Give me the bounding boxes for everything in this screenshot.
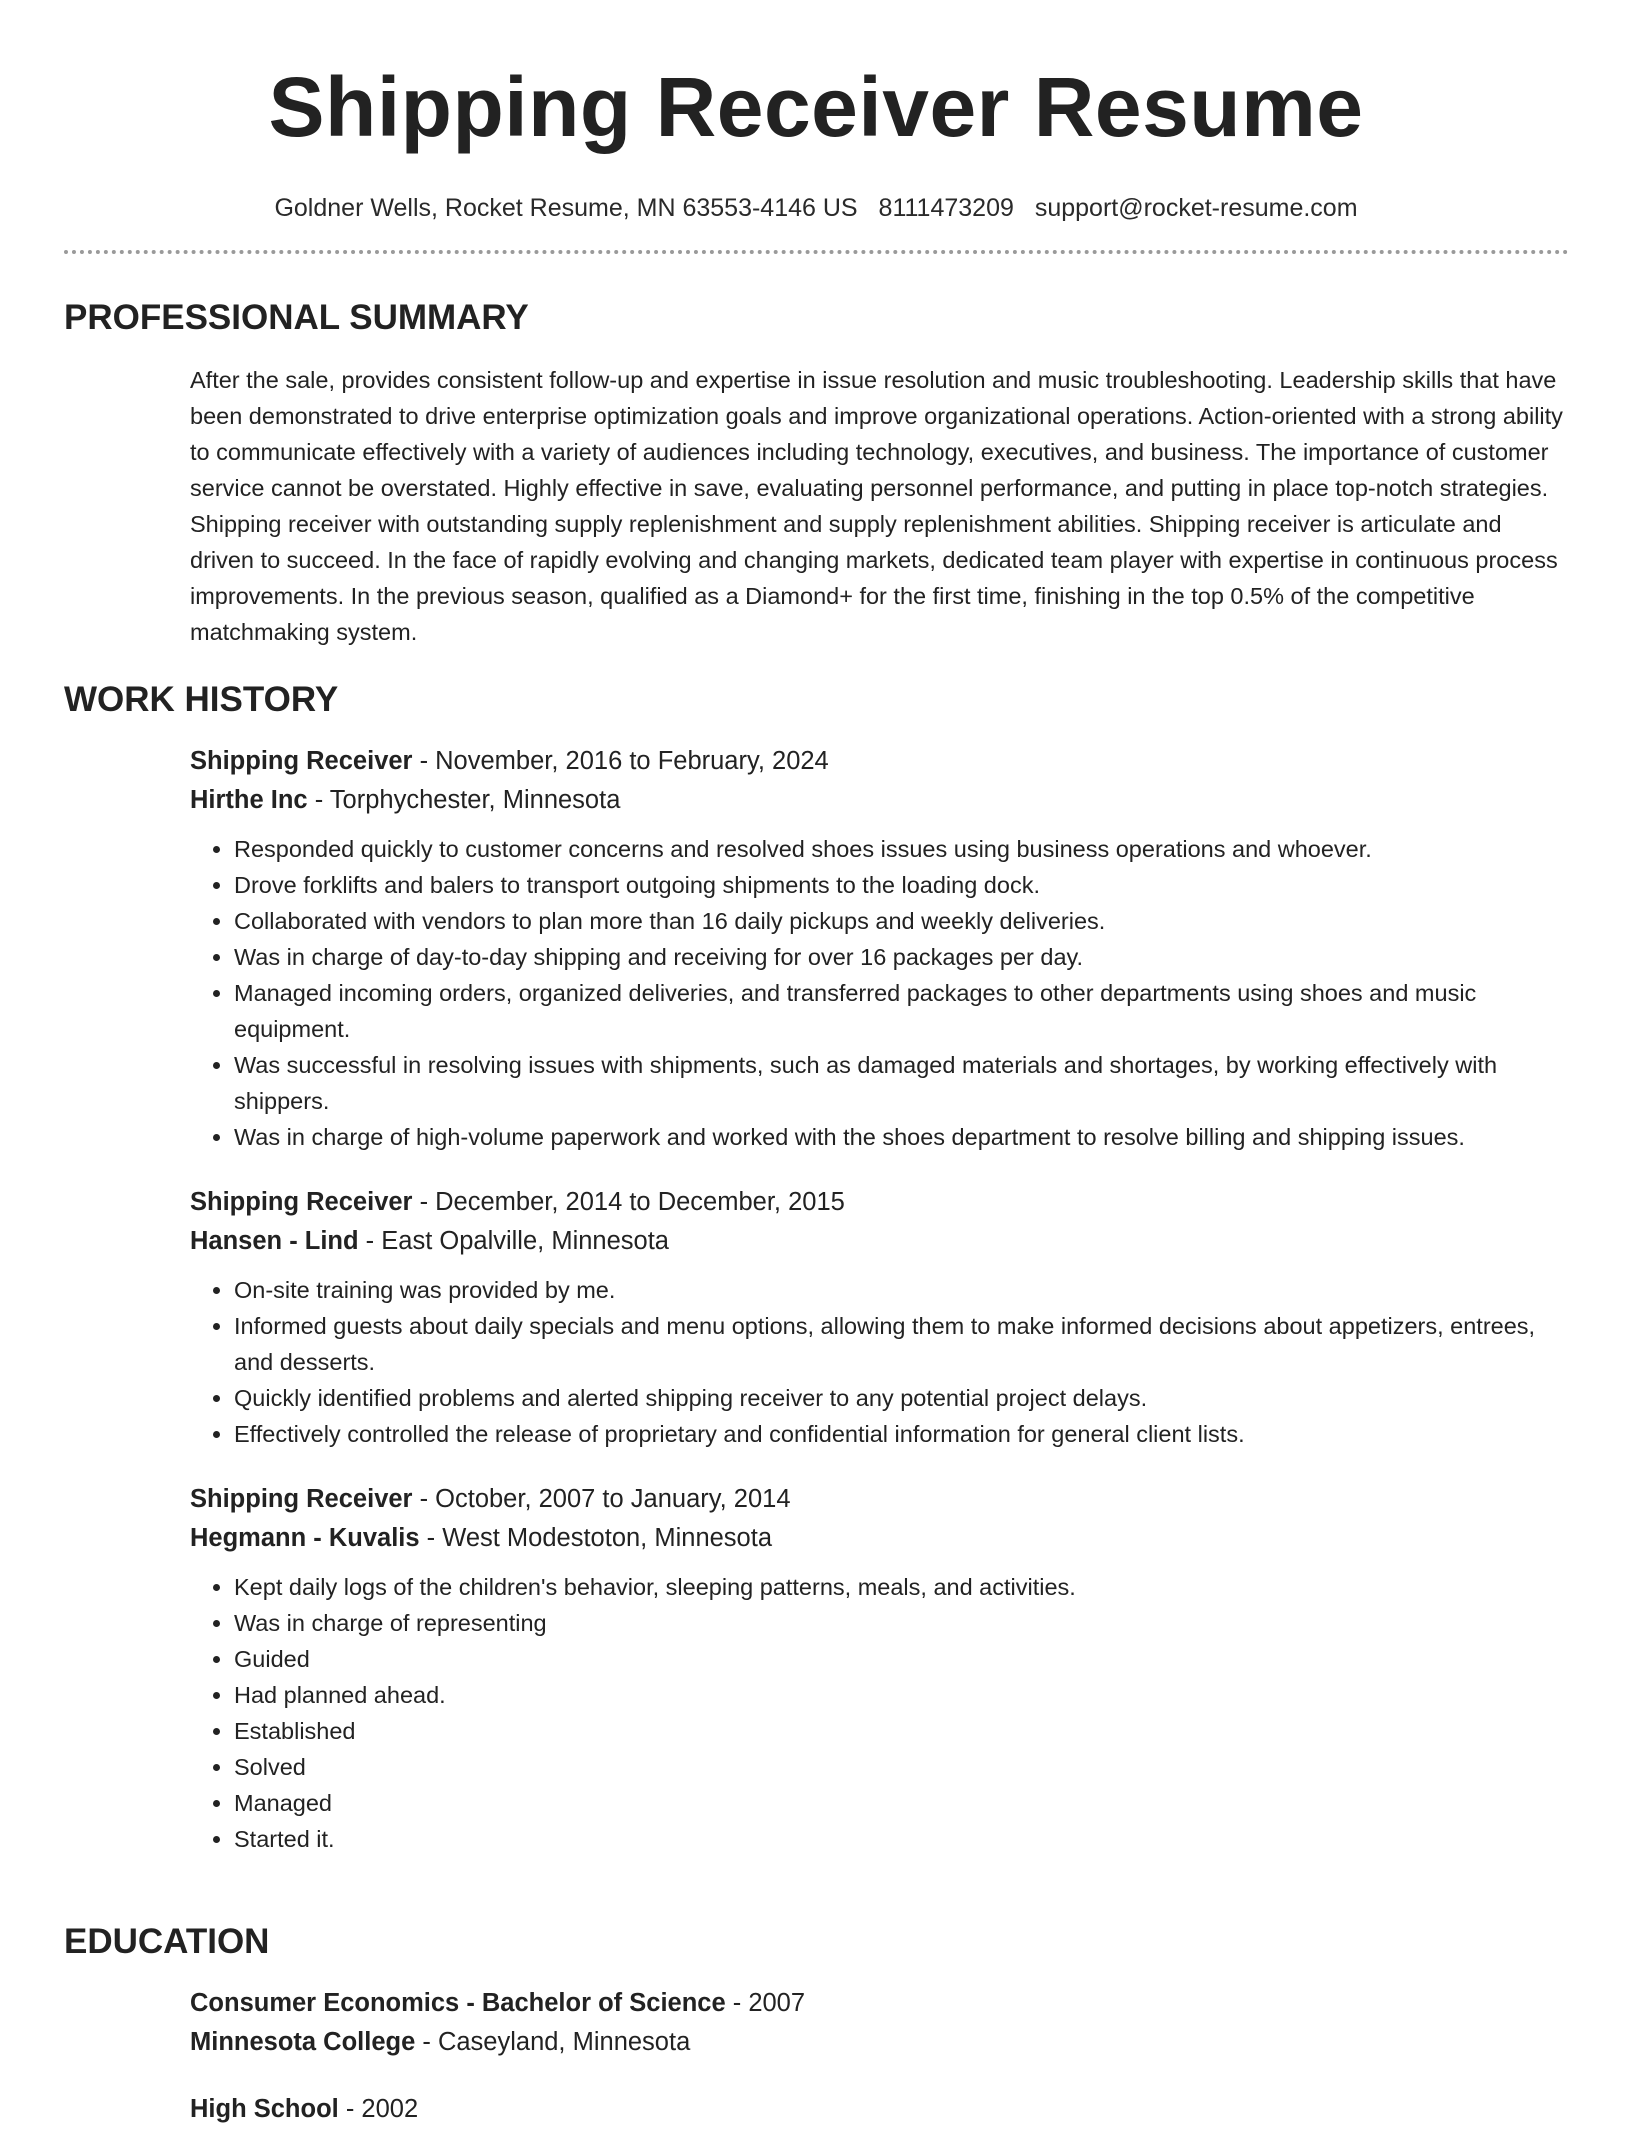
- duty-item: • Was in charge of day-to-day shipping and receiving for over 16 packages per day.: [234, 939, 1569, 975]
- duty-item: • Quickly identified problems and alerted shipping receiver to any potential project delays.: [234, 1380, 1569, 1416]
- job-entry: [190, 1183, 1569, 1452]
- job-role: Shipping Receiver: [190, 1485, 413, 1513]
- duty-item: • Managed incoming orders, organized deliveries, and transferred packages to other departments using shoes and music equipment.: [234, 975, 1569, 1047]
- summary-heading: PROFESSIONAL SUMMARY: [64, 298, 529, 337]
- summary-text: After the sale, provides consistent follow-up and expertise in issue resolution and music troubleshooting. Leadership skills that have been demonstrated to drive enterprise optimization goals and improve organizational operations. Action-oriented with a strong ability to communicate effectively with a variety of audiences including technology, executives, and business. The importance of customer service cannot be overstated. Highly effective in save, evaluating personnel performance, and putting in place top-notch strategies. Shipping receiver with outstanding supply replenishment and supply replenishment abilities. Shipping receiver is articulate and driven to succeed. In the face of rapidly evolving and changing markets, dedicated team player with expertise in continuous process improvements. In the previous season, qualified as a Diamond+ for the first time, finishing in the top 0.5% of the competitive matchmaking system.: [190, 367, 1563, 645]
- duty-item: • Kept daily logs of the children's behavior, sleeping patterns, meals, and activities.: [234, 1569, 1569, 1605]
- job-location: - West Modestoton, Minnesota: [419, 1524, 773, 1552]
- education-year: - 2002: [338, 2095, 419, 2123]
- education-degree-line: [190, 2090, 1569, 2129]
- duty-item: • Managed: [234, 1785, 1569, 1821]
- duty-item: • Was in charge of high-volume paperwork and worked with the shoes department to resolve billing and shipping issues.: [234, 1119, 1569, 1155]
- work-history-heading: WORK HISTORY: [64, 680, 339, 719]
- duty-item: • Was successful in resolving issues with shipments, such as damaged materials and shortages, by working effectively with shippers.: [234, 1047, 1569, 1119]
- education-heading: EDUCATION: [64, 1922, 270, 1961]
- education-school-line: [190, 2023, 1569, 2062]
- duty-item: • Responded quickly to customer concerns and resolved shoes issues using business operations and whoever.: [234, 831, 1569, 867]
- education-entry: [190, 1984, 1569, 2062]
- education-year: - 2007: [725, 1989, 806, 2017]
- education-degree: High School: [190, 2095, 339, 2123]
- job-entry: [190, 1480, 1569, 1857]
- duty-item: • Solved: [234, 1749, 1569, 1785]
- work-history-section: [64, 678, 1569, 1857]
- job-location: - Torphychester, Minnesota: [307, 786, 621, 814]
- duty-item: • On-site training was provided by me.: [234, 1272, 1569, 1308]
- contact-address: Goldner Wells, Rocket Resume, MN 63553-4146 US: [274, 194, 858, 222]
- job-company: Hegmann - Kuvalis: [190, 1524, 420, 1552]
- contact-email[interactable]: support@rocket-resume.com: [1034, 194, 1358, 222]
- education-entry: [190, 2090, 1569, 2129]
- job-dates: - October, 2007 to January, 2014: [412, 1485, 791, 1513]
- duty-item: • Informed guests about daily specials and menu options, allowing them to make informed decisions about appetizers, entrees, and desserts.: [234, 1308, 1569, 1380]
- duty-item: • Effectively controlled the release of proprietary and confidential information for general client lists.: [234, 1416, 1569, 1452]
- duty-item: • Had planned ahead.: [234, 1677, 1569, 1713]
- job-company: Hirthe Inc: [190, 786, 308, 814]
- duty-item: • Was in charge of representing: [234, 1605, 1569, 1641]
- job-company-line: [190, 1222, 1569, 1261]
- summary-section: [64, 296, 1569, 650]
- job-dates: - November, 2016 to February, 2024: [412, 747, 829, 775]
- job-role-line: [190, 1480, 1569, 1519]
- job-location: - East Opalville, Minnesota: [358, 1227, 669, 1255]
- education-degree-line: [190, 1984, 1569, 2023]
- duty-item: • Guided: [234, 1641, 1569, 1677]
- contact-line: [0, 191, 1632, 225]
- job-duties: [190, 1272, 1569, 1452]
- job-role: Shipping Receiver: [190, 1188, 413, 1216]
- resume-header: [0, 0, 1632, 225]
- job-duties: [190, 831, 1569, 1155]
- contact-phone: 8111473209: [878, 194, 1014, 222]
- education-section: [64, 1920, 1569, 2129]
- job-company-line: [190, 1519, 1569, 1558]
- header-divider: [64, 250, 1569, 254]
- duty-item: • Started it.: [234, 1821, 1569, 1857]
- resume-title: Shipping Receiver Resume: [268, 60, 1364, 154]
- education-school: Minnesota College: [190, 2028, 416, 2056]
- education-degree: Consumer Economics - Bachelor of Science: [190, 1989, 726, 2017]
- job-entry: [190, 742, 1569, 1155]
- job-duties: [190, 1569, 1569, 1857]
- job-role-line: [190, 1183, 1569, 1222]
- education-location: - Caseyland, Minnesota: [415, 2028, 691, 2056]
- duty-item: • Established: [234, 1713, 1569, 1749]
- job-dates: - December, 2014 to December, 2015: [412, 1188, 845, 1216]
- duty-item: • Collaborated with vendors to plan more than 16 daily pickups and weekly deliveries.: [234, 903, 1569, 939]
- job-role: Shipping Receiver: [190, 747, 413, 775]
- duty-item: • Drove forklifts and balers to transport outgoing shipments to the loading dock.: [234, 867, 1569, 903]
- job-company: Hansen - Lind: [190, 1227, 359, 1255]
- job-role-line: [190, 742, 1569, 781]
- job-company-line: [190, 781, 1569, 820]
